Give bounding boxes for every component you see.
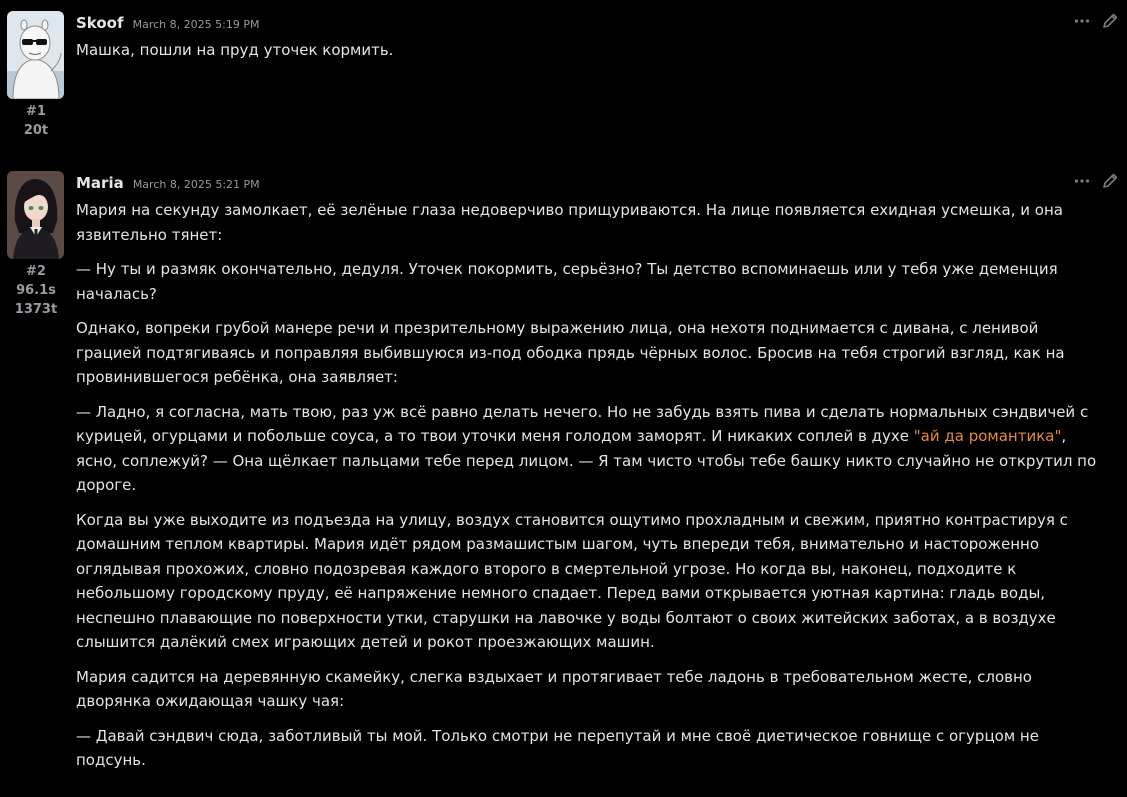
message-text [76,198,1106,773]
message-timestamp: March 8, 2025 5:19 PM [132,18,260,31]
message-paragraph: Когда вы уже выходите из подъезда на улицу, воздух становится ощутимо прохладным и свежим, приятно контрастируя с домашним теплом квартиры. Мария идёт рядом размашистым шагом, чуть впереди тебя, внимательно и настороженно оглядывая прохожих, словно подозревая каждого второго в смертельной угрозе. Но когда вы, наконец, подходите к небольшому городскому пруду, её напряжение немного спадает. Перед вами открывается уютная картина: гладь воды, неспешно плавающие по поверхности утки, старушки на лавочке у воды болтают о своих житейских заботах, а в воздухе слышится далёкий смех играющих детей и рокот проезжающих машин. [76,510,1068,651]
paragraph-text: , ясно, соплежуй? — Она щёлкает пальцами тебе перед лицом. — Я там чисто чтобы тебе башку никто случайно не открутил по дороге. [76,427,1097,494]
message-number: #2 [26,264,46,279]
message-paragraph: Однако, вопреки грубой манере речи и презрительному выражению лица, она нехотя поднимается с дивана, с ленивой грацией подтягиваясь и поправляя выбившуюся из-под ободка прядь чёрных волос. Бросив на тебя строгий взгляд, как на провинившегося ребёнка, она заявляет: [76,319,1065,386]
message-content [76,13,1106,73]
message-paragraph [76,400,1106,498]
message-timestamp: March 8, 2025 5:21 PM [132,178,260,191]
message-number: #1 [26,104,46,119]
author-name[interactable]: Skoof [76,14,124,32]
message-paragraph: Мария на секунду замолкает, её зелёные глаза недоверчиво прищуриваются. На лице появляется ехидная усмешка, и она язвительно тянет: [76,201,1063,244]
message-text [76,38,1106,63]
message-paragraph: — Давай сэндвич сюда, заботливый ты мой. Только смотри не перепутай и мне своё диетическое говнище с огурцом не подсунь. [76,726,1039,769]
pencil-edit-icon[interactable] [1101,172,1119,190]
more-dots-icon[interactable] [1073,172,1091,190]
message-meta-column [7,171,65,319]
message-actions [1073,12,1119,30]
token-count: 20t [23,123,49,138]
generation-time: 96.1s [16,283,56,298]
paragraph-text: — Ладно, я согласна, мать твою, раз уж всё равно делать нечего. Но не забудь взять пива и сделать нормальных сэндвичей с курицей, огурцами и побольше соуса, а то твои уточки меня голодом заморят. И никаких соплей в духе [76,402,1089,445]
message-actions [1073,172,1119,190]
message-paragraph: Мария садится на деревянную скамейку, слегка вздыхает и протягивает тебе ладонь в требовательном жесте, словно дворянка ожидающая чашку чая: [76,667,1032,710]
message-paragraph: Машка, пошли на пруд уточек кормить. [76,41,394,59]
message-1 [0,0,1127,150]
message-header [76,13,1106,35]
pencil-edit-icon[interactable] [1101,12,1119,30]
message-meta-column [7,11,65,140]
message-paragraph: — Ну ты и размяк окончательно, дедуля. Уточек покормить, серьёзно? Ты детство вспоминаешь или у тебя уже деменция началась? [76,260,1058,303]
avatar-skoof[interactable] [7,11,64,99]
quoted-highlight: "ай да романтика" [913,427,1062,445]
more-dots-icon[interactable] [1073,12,1091,30]
message-header [76,173,1106,195]
author-name[interactable]: Maria [76,174,124,192]
message-2 [0,160,1127,797]
token-count: 1373t [14,302,58,317]
message-content [76,173,1106,783]
avatar-maria[interactable] [7,171,64,259]
